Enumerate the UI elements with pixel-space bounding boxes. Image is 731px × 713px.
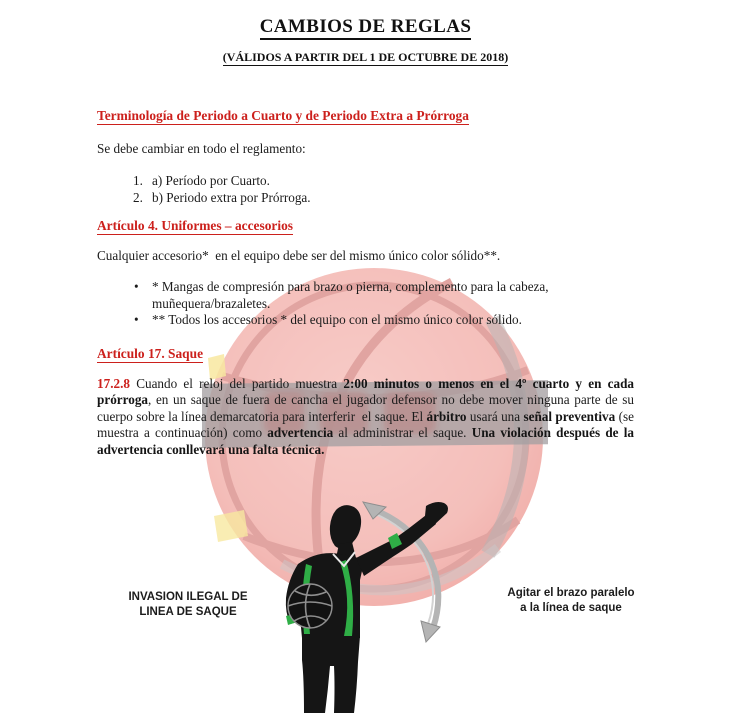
terminologia-numbered-list <box>97 172 634 206</box>
text-segment: Cuando el reloj del partido muestra <box>136 375 344 391</box>
caption-line: Agitar el brazo paralelo <box>507 587 635 599</box>
caption-line: LINEA DE SAQUE <box>139 605 237 618</box>
list-item <box>97 312 634 329</box>
text-segment: Una violación después de la advertencia conllevará una falta técnica. <box>97 425 634 457</box>
list-item-text: ** Todos los accesorios * del equipo con el mismo único color sólido. <box>152 312 522 327</box>
page-subtitle: (VÁLIDOS A PARTIR DEL 1 DE OCTUBRE DE 2018) <box>222 50 509 64</box>
bullet-icon: • <box>134 312 139 327</box>
list-item <box>97 189 634 206</box>
text-segment: 2:00 minutos o menos en el 4º cuarto y en cada prórroga <box>97 375 635 407</box>
caption-agitar-brazo <box>496 586 646 615</box>
text-segment: advertencia <box>267 425 334 440</box>
list-number: 1. <box>133 173 143 188</box>
caption-invasion-ilegal <box>108 590 268 619</box>
heading-articulo-17: Artículo 17. Saque <box>97 345 204 361</box>
text-segment: árbitro <box>426 408 467 424</box>
basketball-icon <box>288 584 332 628</box>
articulo-4-bullet-list <box>97 279 634 329</box>
list-number: 2. <box>133 190 143 205</box>
list-item <box>97 279 634 312</box>
heading-terminologia: Terminología de Periodo a Cuarto y de Periodo Extra a Prórroga <box>97 108 469 123</box>
heading-articulo-4: Artículo 4. Uniformes – accesorios <box>97 218 293 233</box>
text-segment: señal preventiva <box>523 408 616 424</box>
rule-number: 17.2.8 <box>97 375 137 391</box>
referee-signal-illustration <box>240 500 490 713</box>
caption-line: a la línea de saque <box>520 601 622 614</box>
text-segment: (se muestra a continuación) como <box>97 408 634 440</box>
terminologia-intro: Se debe cambiar en todo el reglamento: <box>97 141 306 156</box>
page-title: CAMBIOS DE REGLAS <box>97 16 634 37</box>
rule-17-2-8-paragraph <box>97 376 634 459</box>
articulo-4-intro: Cualquier accesorio* en el equipo debe ser del mismo único color sólido**. <box>97 248 501 263</box>
list-item-text: a) Período por Cuarto. <box>152 173 270 188</box>
referee-silhouette <box>286 502 448 713</box>
text-segment: al administrar el saque. <box>333 425 472 440</box>
bullet-icon: • <box>134 279 139 294</box>
list-item <box>97 172 634 189</box>
caption-line: INVASION ILEGAL DE <box>128 591 248 603</box>
text-segment: , en un saque de fuera de cancha el jugador defensor no debe mover ninguna parte de su cuerpo sobre la línea demarcatoria para interferir el saque. El <box>97 392 634 424</box>
list-item-text: * Mangas de compresión para brazo o pierna, complemento para la cabeza, muñequera/brazaletes. <box>152 279 549 311</box>
list-item-text: b) Periodo extra por Prórroga. <box>152 190 311 205</box>
text-segment: usará una <box>466 408 524 424</box>
